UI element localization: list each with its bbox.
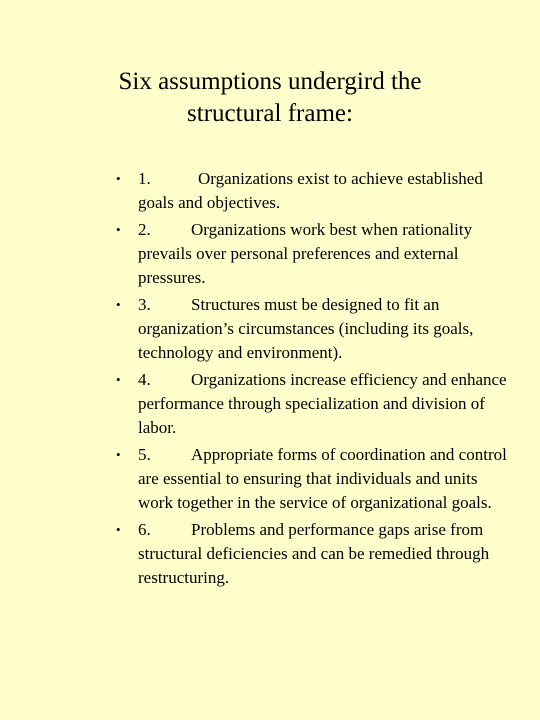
list-item — [113, 443, 513, 515]
item-number: 6. — [138, 520, 151, 539]
bullet-icon: • — [116, 447, 121, 462]
slide-title — [0, 66, 540, 130]
bullet-icon: • — [116, 222, 121, 237]
assumption-list — [113, 167, 513, 593]
list-item — [113, 368, 513, 440]
title-line-1: Six assumptions undergird the — [118, 68, 422, 95]
item-text: Organizations increase efficiency and enhance performance through specialization and division of labor. — [138, 370, 507, 437]
item-number: 1. — [138, 169, 151, 188]
item-number: 2. — [138, 220, 151, 239]
item-text: Problems and performance gaps arise from structural deficiencies and can be remedied through restructuring. — [138, 520, 490, 587]
bullet-icon: • — [116, 297, 121, 312]
item-text: Organizations exist to achieve established goals and objectives. — [138, 169, 483, 212]
bullet-icon: • — [116, 522, 121, 537]
item-number: 4. — [138, 370, 151, 389]
item-text: Appropriate forms of coordination and control are essential to ensuring that individuals and units work together in the service of organizational goals. — [138, 445, 507, 512]
list-item — [113, 518, 513, 590]
list-item — [113, 167, 513, 215]
title-line-2: structural frame: — [187, 100, 353, 127]
item-text: Organizations work best when rationality prevails over personal preferences and external pressures. — [138, 220, 473, 287]
list-item — [113, 293, 513, 365]
bullet-icon: • — [116, 372, 121, 387]
item-number: 3. — [138, 295, 151, 314]
bullet-icon: • — [116, 171, 121, 186]
item-number: 5. — [138, 445, 151, 464]
item-text: Structures must be designed to fit an organization’s circumstances (including its goals, technology and environment). — [138, 295, 474, 362]
list-item — [113, 218, 513, 290]
